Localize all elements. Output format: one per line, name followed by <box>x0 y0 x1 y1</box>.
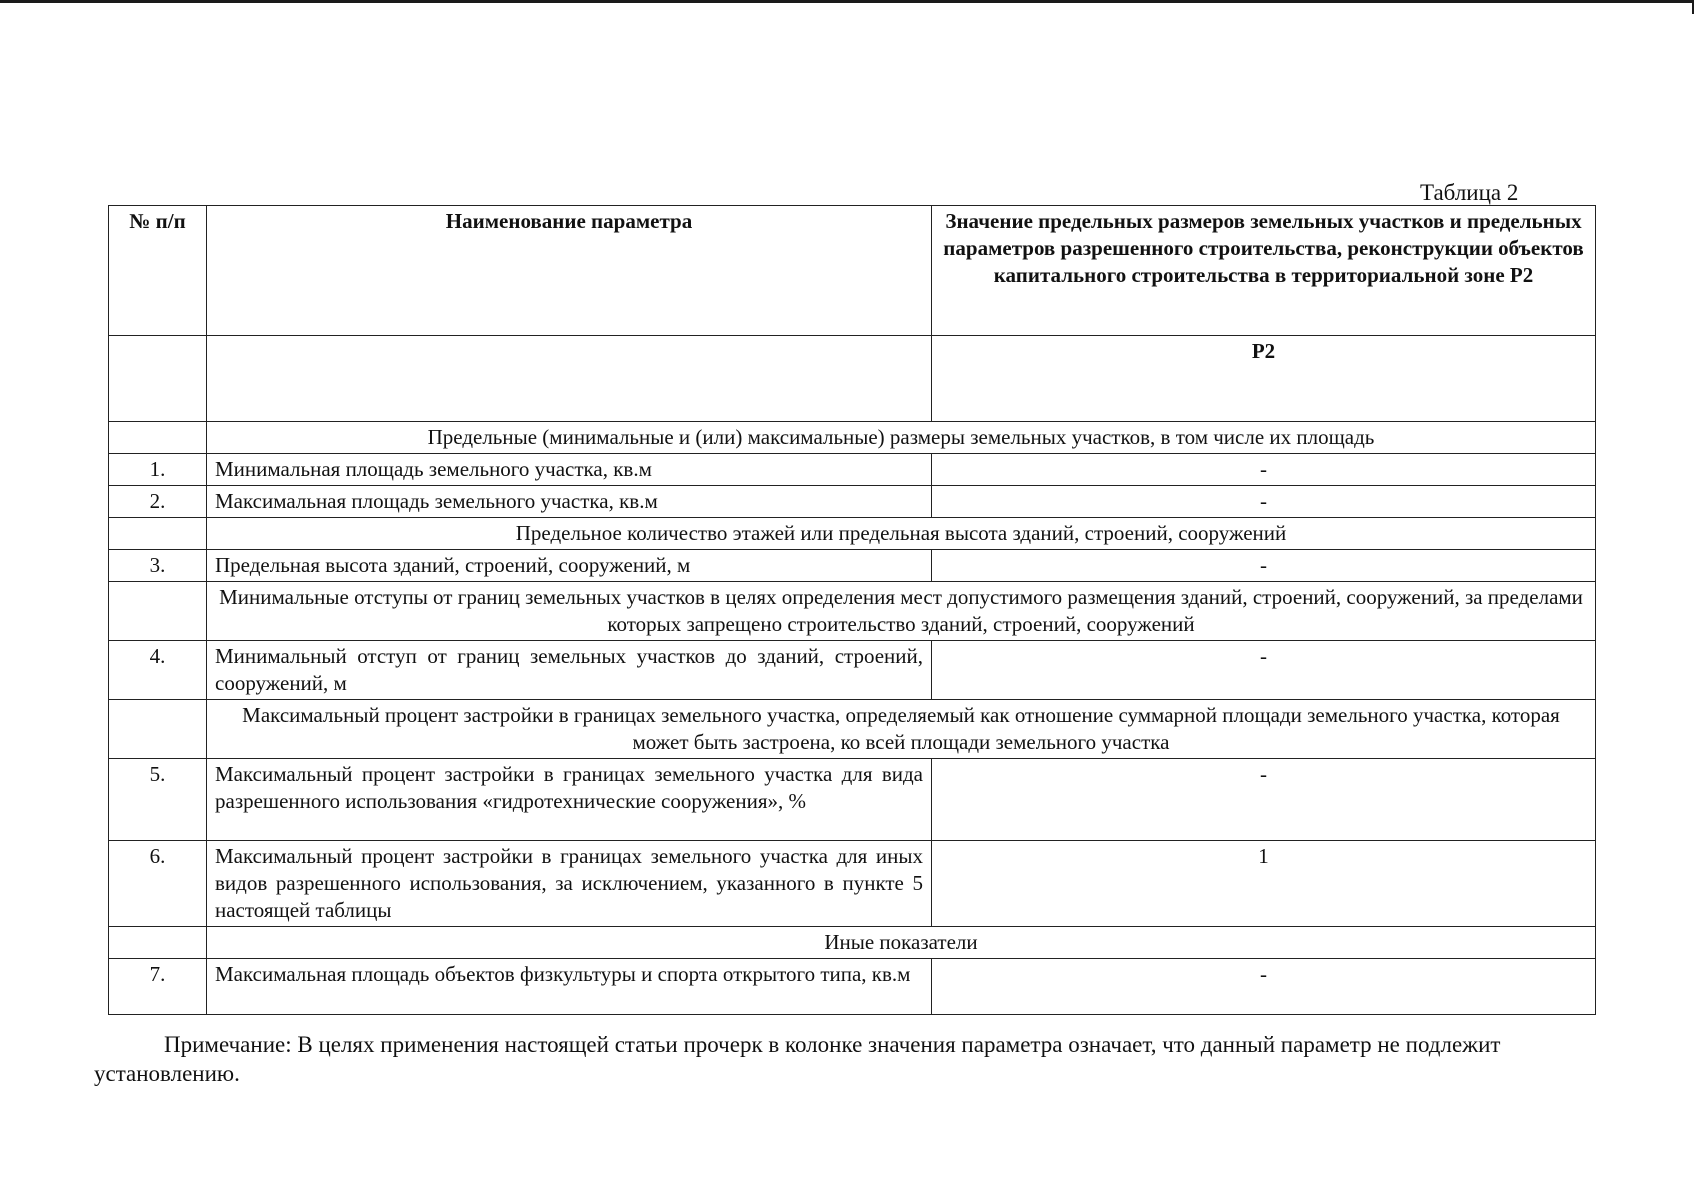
row-parameter-value: - <box>932 550 1596 582</box>
table-row <box>109 486 1596 518</box>
scan-border-top <box>0 0 1694 3</box>
row-number: 5. <box>109 759 207 841</box>
row-parameter-value: - <box>932 641 1596 700</box>
table-row <box>109 959 1596 1015</box>
table-row <box>109 550 1596 582</box>
row-parameter-name: Максимальная площадь земельного участка, кв.м <box>207 486 932 518</box>
row-parameter-value: - <box>932 759 1596 841</box>
row-number: 2. <box>109 486 207 518</box>
section-num-cell <box>109 582 207 641</box>
section-num-cell <box>109 422 207 454</box>
row-parameter-name: Минимальный отступ от границ земельных участков до зданий, строений, сооружений, м <box>207 641 932 700</box>
section-num-cell <box>109 927 207 959</box>
row-number: 4. <box>109 641 207 700</box>
row-parameter-name: Предельная высота зданий, строений, сооружений, м <box>207 550 932 582</box>
table-row <box>109 759 1596 841</box>
section-row <box>109 582 1596 641</box>
row-parameter-value: - <box>932 454 1596 486</box>
row-number: 3. <box>109 550 207 582</box>
section-num-cell <box>109 518 207 550</box>
row-parameter-value: - <box>932 959 1596 1015</box>
table-caption: Таблица 2 <box>1420 180 1519 205</box>
row-number: 1. <box>109 454 207 486</box>
table-header-row <box>109 206 1596 336</box>
header-parameter-name: Наименование параметра <box>207 206 932 336</box>
section-title: Максимальный процент застройки в границах земельного участка, определяемый как отношение суммарной площади земельного участка, которая может быть застроена, ко всей площади земельного участка <box>207 700 1596 759</box>
zone-row <box>109 336 1596 422</box>
section-row <box>109 927 1596 959</box>
zone-code: Р2 <box>932 336 1596 422</box>
footnote: Примечание: В целях применения настоящей статьи прочерк в колонке значения параметра означает, что данный параметр не подлежит установлению. <box>94 1032 1501 1086</box>
row-parameter-value: - <box>932 486 1596 518</box>
section-row <box>109 518 1596 550</box>
section-title: Предельное количество этажей или предельная высота зданий, строений, сооружений <box>207 518 1596 550</box>
table-row <box>109 841 1596 927</box>
section-title: Иные показатели <box>207 927 1596 959</box>
section-row <box>109 700 1596 759</box>
row-number: 7. <box>109 959 207 1015</box>
section-row <box>109 422 1596 454</box>
row-parameter-value: 1 <box>932 841 1596 927</box>
section-title: Минимальные отступы от границ земельных участков в целях определения мест допустимого размещения зданий, строений, сооружений, за пределами которых запрещено строительство зданий, строений, сооружений <box>207 582 1596 641</box>
row-number: 6. <box>109 841 207 927</box>
row-parameter-name: Минимальная площадь земельного участка, кв.м <box>207 454 932 486</box>
zone-name-cell <box>207 336 932 422</box>
parameters-table <box>108 205 1596 1015</box>
zone-num-cell <box>109 336 207 422</box>
row-parameter-name: Максимальный процент застройки в границах земельного участка для вида разрешенного использования «гидротехнические сооружения», % <box>207 759 932 841</box>
header-number: № п/п <box>109 206 207 336</box>
section-title: Предельные (минимальные и (или) максимальные) размеры земельных участков, в том числе их площадь <box>207 422 1596 454</box>
table-row <box>109 641 1596 700</box>
table-row <box>109 454 1596 486</box>
header-parameter-value: Значение предельных размеров земельных участков и предельных параметров разрешенного строительства, реконструкции объектов капитального строительства в территориальной зоне Р2 <box>932 206 1596 336</box>
row-parameter-name: Максимальная площадь объектов физкультуры и спорта открытого типа, кв.м <box>207 959 932 1015</box>
row-parameter-name: Максимальный процент застройки в границах земельного участка для иных видов разрешенного использования, за исключением, указанного в пункте 5 настоящей таблицы <box>207 841 932 927</box>
section-num-cell <box>109 700 207 759</box>
